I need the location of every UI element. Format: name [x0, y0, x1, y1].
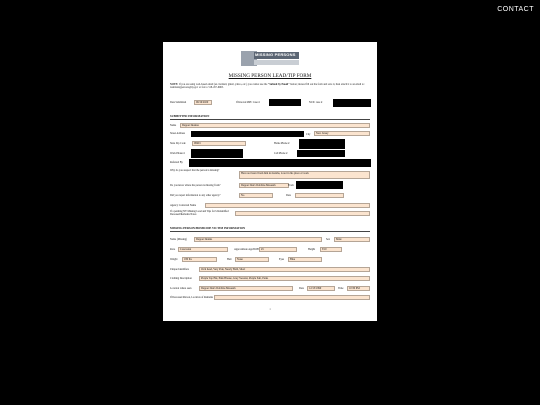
age-label: Approximate Age/DOB: [234, 248, 259, 251]
home-phone-redacted[interactable]: [299, 139, 345, 149]
name-label: Name: [170, 124, 177, 127]
deceased-field[interactable]: [214, 295, 370, 300]
name-field[interactable]: Dapper Deanna: [180, 123, 370, 128]
work-phone-label: Work Phone #: [170, 152, 185, 155]
email-note: NOTE: If you are using web-based email (ex. hotmail, gmail, yahoo, etc.) you cannot use the "Submit by Email" button; instead fill out the form and save it, then attach it to an email to: lesmissingpersons@ny.gov or fax to 518-457-6965.: [170, 83, 365, 90]
height-field[interactable]: 6'10: [320, 247, 342, 252]
form-title: MISSING PERSON LEAD/TIP FORM: [228, 73, 312, 79]
cell-phone-redacted[interactable]: [297, 150, 345, 157]
height-label: Height: [308, 248, 316, 251]
where-missing-label: Do you know where the person is missing from?: [170, 184, 221, 187]
state-zip-field[interactable]: 08401: [192, 141, 246, 146]
race-field[interactable]: Caucasian: [178, 247, 228, 252]
referred-redacted[interactable]: [189, 159, 371, 167]
logo-subtitle-bar: [254, 60, 299, 65]
age-field[interactable]: 45: [259, 247, 297, 252]
form-page: [163, 42, 377, 321]
mp-name-field[interactable]: Dapper Dennis: [194, 237, 322, 242]
why-suspect-field[interactable]: Have not heard from him in months, is not in his place of work: [239, 171, 370, 179]
contact-link[interactable]: CONTACT: [497, 6, 534, 13]
sex-field[interactable]: Male: [334, 237, 370, 242]
weight-field[interactable]: 180 lbs: [182, 257, 217, 262]
referred-label: Referred By: [170, 161, 183, 164]
sex-label: Sex: [326, 238, 330, 241]
time-field[interactable]: 10:30 PM: [347, 286, 370, 291]
other-agency-label: Did you report information to any other agency?: [170, 194, 221, 197]
street-redacted[interactable]: [191, 131, 304, 137]
where-missing-field[interactable]: Dapper Dan's Dobbins Museum: [239, 183, 289, 188]
clothing-label: Clothing Description: [170, 277, 192, 280]
street-label: Street Address: [170, 132, 186, 135]
seen-date-field[interactable]: 12/13/1999: [307, 286, 335, 291]
state-zip-label: State Zip Code: [170, 142, 186, 145]
missing-lead-field[interactable]: [235, 211, 370, 216]
mpc-case-label: If Known MPC Case #: [236, 101, 260, 104]
hair-field[interactable]: None: [235, 257, 269, 262]
eyes-field[interactable]: Blue: [288, 257, 322, 262]
hair-label: Hair: [227, 258, 232, 261]
other-agency-field[interactable]: No: [239, 193, 273, 198]
home-phone-label: Home Phone #: [274, 142, 290, 145]
ncic-case-label: NCIC case #: [309, 101, 323, 104]
agency-date-field[interactable]: [295, 193, 344, 198]
weight-label: Weight: [170, 258, 178, 261]
submitted-section-title: SUBMITTED INFORMATION: [170, 114, 210, 118]
date-submitted-field[interactable]: 06/16/2020: [194, 100, 212, 105]
ncic-case-redacted[interactable]: [333, 99, 371, 107]
agency-date-label: Date: [286, 194, 291, 197]
page-number: 1: [269, 308, 271, 311]
mp-name-label: Name (Missing): [170, 238, 187, 241]
victim-section-title: MISSING PERSON/HOMICIDE VICTIM INFORMATION: [170, 226, 246, 230]
why-suspect-label: Why do you suspect that the person is missing?: [170, 169, 220, 172]
city-label: City: [306, 133, 311, 136]
time-label: Time: [338, 287, 344, 290]
location-field[interactable]: Dapper Dan's Dobbins Museum: [199, 286, 293, 291]
identifiers-label: Unique Identifiers: [170, 268, 189, 271]
logo-text: MISSING PERSONS: [255, 52, 296, 57]
mpc-case-redacted[interactable]: [269, 99, 301, 106]
clothing-field[interactable]: Purple Top Hat, Pink Blouse, Grey Sweater, Purple Suit, Pants: [199, 276, 370, 281]
missing-persons-logo: [241, 50, 299, 67]
cell-phone-label: Cell Phone #: [274, 152, 288, 155]
from-label: From: [288, 184, 294, 187]
seen-date-label: Date: [299, 287, 304, 290]
identifiers-field[interactable]: Oval head, Very Pale, Nearly Bald, Short: [199, 267, 370, 272]
missing-lead-label: If a pending NY Missing Lead and Tips for Unidentified Deceased/Remains Notes: [170, 210, 229, 217]
city-field[interactable]: New Jersey: [314, 131, 370, 136]
from-redacted[interactable]: [296, 181, 343, 189]
agency-contact-label: Agency Contacted Name: [170, 204, 197, 207]
date-submitted-label: Date Submitted: [170, 101, 187, 104]
eyes-label: Eyes: [279, 258, 285, 261]
agency-contact-field[interactable]: [205, 203, 370, 208]
location-label: Location where seen: [170, 287, 192, 290]
deceased-label: If Deceased Person, Location of Remains: [170, 296, 214, 299]
work-phone-redacted[interactable]: [191, 149, 243, 158]
race-label: Race: [170, 248, 176, 251]
